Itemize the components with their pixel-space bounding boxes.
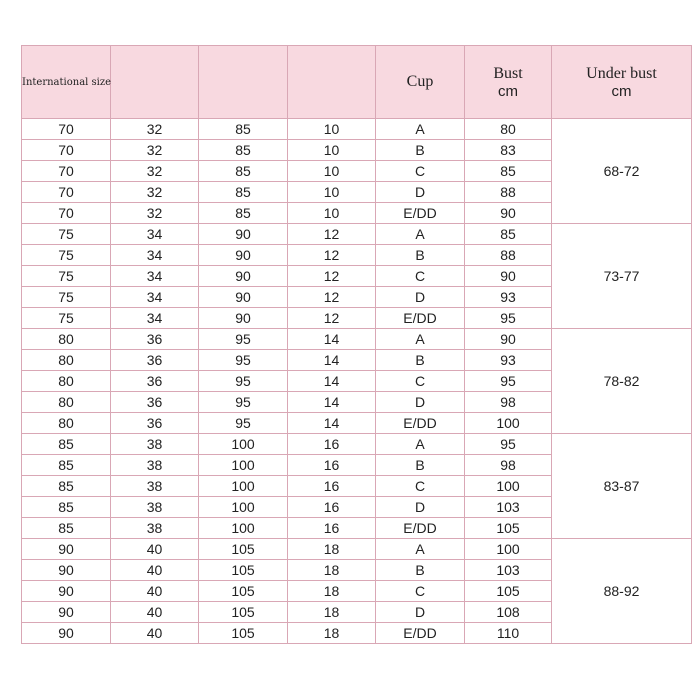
cell-col-3: 105 — [199, 602, 288, 623]
header-cup — [376, 46, 465, 119]
cell-international-size: 90 — [22, 581, 111, 602]
cell-col-4: 18 — [288, 560, 376, 581]
cell-cup: C — [376, 581, 465, 602]
table-header — [22, 46, 692, 119]
cell-cup: A — [376, 539, 465, 560]
cell-cup: D — [376, 602, 465, 623]
cell-bust: 110 — [465, 623, 552, 644]
cell-cup: D — [376, 182, 465, 203]
cell-bust: 100 — [465, 539, 552, 560]
cell-bust: 98 — [465, 392, 552, 413]
cell-col-2: 32 — [111, 161, 199, 182]
cell-under-bust: 83-87 — [552, 434, 692, 539]
cell-col-4: 16 — [288, 476, 376, 497]
cell-bust: 90 — [465, 203, 552, 224]
cell-under-bust: 73-77 — [552, 224, 692, 329]
cell-bust: 98 — [465, 455, 552, 476]
cell-col-2: 40 — [111, 581, 199, 602]
cell-col-4: 14 — [288, 350, 376, 371]
header-col-4 — [288, 46, 376, 119]
cell-bust: 93 — [465, 350, 552, 371]
cell-international-size: 85 — [22, 476, 111, 497]
cell-international-size: 90 — [22, 602, 111, 623]
cell-cup: C — [376, 266, 465, 287]
cell-col-4: 14 — [288, 413, 376, 434]
cell-col-2: 32 — [111, 119, 199, 140]
header-bust-label: Bust — [493, 64, 523, 82]
cell-col-3: 105 — [199, 560, 288, 581]
cell-col-3: 90 — [199, 266, 288, 287]
cell-col-4: 12 — [288, 266, 376, 287]
cell-col-3: 100 — [199, 476, 288, 497]
cell-col-2: 34 — [111, 308, 199, 329]
header-cup-label: Cup — [406, 73, 434, 90]
cell-col-4: 18 — [288, 539, 376, 560]
header-international-size: International size — [22, 46, 111, 119]
cell-under-bust: 88-92 — [552, 539, 692, 644]
cell-bust: 105 — [465, 518, 552, 539]
cell-col-4: 16 — [288, 518, 376, 539]
cell-col-3: 85 — [199, 161, 288, 182]
cell-cup: E/DD — [376, 308, 465, 329]
cell-col-2: 38 — [111, 518, 199, 539]
cell-col-3: 85 — [199, 182, 288, 203]
table-row — [22, 539, 692, 560]
cell-col-2: 34 — [111, 287, 199, 308]
header-bust-unit: cm — [498, 82, 518, 100]
cell-col-3: 100 — [199, 455, 288, 476]
cell-international-size: 70 — [22, 140, 111, 161]
cell-col-4: 12 — [288, 245, 376, 266]
cell-col-4: 18 — [288, 623, 376, 644]
cell-cup: B — [376, 560, 465, 581]
cell-bust: 100 — [465, 413, 552, 434]
cell-col-2: 34 — [111, 245, 199, 266]
cell-col-2: 38 — [111, 455, 199, 476]
cell-cup: E/DD — [376, 203, 465, 224]
cell-col-4: 14 — [288, 392, 376, 413]
cell-col-4: 10 — [288, 161, 376, 182]
table-row — [22, 329, 692, 350]
cell-col-4: 18 — [288, 581, 376, 602]
cell-international-size: 75 — [22, 224, 111, 245]
cell-col-3: 105 — [199, 623, 288, 644]
cell-international-size: 85 — [22, 455, 111, 476]
cell-international-size: 70 — [22, 119, 111, 140]
cell-cup: D — [376, 287, 465, 308]
cell-international-size: 80 — [22, 392, 111, 413]
table-row — [22, 434, 692, 455]
cell-col-3: 85 — [199, 140, 288, 161]
cell-col-2: 36 — [111, 371, 199, 392]
cell-col-2: 38 — [111, 497, 199, 518]
cell-international-size: 70 — [22, 182, 111, 203]
cell-international-size: 85 — [22, 434, 111, 455]
cell-col-2: 34 — [111, 224, 199, 245]
cell-international-size: 75 — [22, 308, 111, 329]
cell-col-4: 10 — [288, 119, 376, 140]
cell-international-size: 90 — [22, 623, 111, 644]
cell-col-3: 100 — [199, 518, 288, 539]
header-under-bust-unit: cm — [611, 82, 632, 100]
cell-col-2: 40 — [111, 602, 199, 623]
cell-bust: 95 — [465, 434, 552, 455]
cell-col-4: 14 — [288, 371, 376, 392]
cell-bust: 85 — [465, 224, 552, 245]
cell-col-3: 105 — [199, 581, 288, 602]
cell-cup: A — [376, 224, 465, 245]
cell-col-2: 40 — [111, 623, 199, 644]
cell-bust: 83 — [465, 140, 552, 161]
cell-cup: A — [376, 434, 465, 455]
cell-cup: D — [376, 497, 465, 518]
cell-col-4: 12 — [288, 224, 376, 245]
cell-international-size: 85 — [22, 518, 111, 539]
header-under-bust — [552, 46, 692, 119]
header-col-2 — [111, 46, 199, 119]
cell-col-4: 16 — [288, 497, 376, 518]
cell-col-3: 90 — [199, 287, 288, 308]
cell-international-size: 80 — [22, 350, 111, 371]
cell-cup: B — [376, 350, 465, 371]
cell-cup: B — [376, 245, 465, 266]
cell-col-2: 40 — [111, 539, 199, 560]
cell-bust: 105 — [465, 581, 552, 602]
cell-col-2: 38 — [111, 476, 199, 497]
cell-col-2: 32 — [111, 203, 199, 224]
cell-bust: 80 — [465, 119, 552, 140]
cell-col-3: 100 — [199, 497, 288, 518]
cell-col-3: 105 — [199, 539, 288, 560]
cell-col-2: 40 — [111, 560, 199, 581]
cell-bust: 90 — [465, 266, 552, 287]
cell-bust: 100 — [465, 476, 552, 497]
cell-bust: 85 — [465, 161, 552, 182]
cell-col-3: 90 — [199, 224, 288, 245]
cell-col-4: 12 — [288, 287, 376, 308]
cell-col-2: 32 — [111, 140, 199, 161]
cell-international-size: 75 — [22, 245, 111, 266]
cell-cup: D — [376, 392, 465, 413]
cell-col-4: 10 — [288, 140, 376, 161]
cell-international-size: 80 — [22, 413, 111, 434]
cell-col-3: 90 — [199, 308, 288, 329]
cell-bust: 95 — [465, 371, 552, 392]
cell-under-bust: 68-72 — [552, 119, 692, 224]
cell-col-2: 34 — [111, 266, 199, 287]
cell-cup: B — [376, 455, 465, 476]
cell-bust: 88 — [465, 245, 552, 266]
cell-bust: 90 — [465, 329, 552, 350]
cell-international-size: 80 — [22, 329, 111, 350]
table-row — [22, 119, 692, 140]
cell-col-4: 18 — [288, 602, 376, 623]
table-body — [22, 119, 692, 644]
cell-col-3: 85 — [199, 119, 288, 140]
cell-col-2: 36 — [111, 392, 199, 413]
cell-cup: C — [376, 371, 465, 392]
cell-col-4: 12 — [288, 308, 376, 329]
cell-international-size: 75 — [22, 266, 111, 287]
header-bust — [465, 46, 552, 119]
cell-col-4: 10 — [288, 203, 376, 224]
cell-bust: 103 — [465, 497, 552, 518]
cell-col-4: 14 — [288, 329, 376, 350]
cell-cup: A — [376, 119, 465, 140]
table-row — [22, 224, 692, 245]
cell-international-size: 85 — [22, 497, 111, 518]
cell-col-4: 16 — [288, 455, 376, 476]
cell-bust: 103 — [465, 560, 552, 581]
header-col-3 — [199, 46, 288, 119]
cell-col-3: 95 — [199, 350, 288, 371]
header-under-bust-label: Under bust — [586, 64, 657, 82]
cell-bust: 93 — [465, 287, 552, 308]
cell-col-3: 90 — [199, 245, 288, 266]
cell-cup: E/DD — [376, 413, 465, 434]
cell-bust: 95 — [465, 308, 552, 329]
cell-cup: C — [376, 161, 465, 182]
cell-international-size: 70 — [22, 203, 111, 224]
cell-cup: C — [376, 476, 465, 497]
cell-col-4: 16 — [288, 434, 376, 455]
cell-col-2: 32 — [111, 182, 199, 203]
cell-col-3: 100 — [199, 434, 288, 455]
cell-col-3: 95 — [199, 371, 288, 392]
cell-international-size: 90 — [22, 539, 111, 560]
cell-cup: E/DD — [376, 518, 465, 539]
cell-under-bust: 78-82 — [552, 329, 692, 434]
header-row — [22, 46, 692, 119]
cell-cup: B — [376, 140, 465, 161]
cell-cup: E/DD — [376, 623, 465, 644]
cell-col-3: 85 — [199, 203, 288, 224]
cell-col-2: 36 — [111, 329, 199, 350]
cell-col-3: 95 — [199, 392, 288, 413]
cell-international-size: 80 — [22, 371, 111, 392]
cell-cup: A — [376, 329, 465, 350]
cell-bust: 108 — [465, 602, 552, 623]
cell-col-4: 10 — [288, 182, 376, 203]
cell-col-3: 95 — [199, 329, 288, 350]
cell-international-size: 75 — [22, 287, 111, 308]
cell-bust: 88 — [465, 182, 552, 203]
cell-international-size: 90 — [22, 560, 111, 581]
cell-col-3: 95 — [199, 413, 288, 434]
cell-col-2: 36 — [111, 413, 199, 434]
cell-international-size: 70 — [22, 161, 111, 182]
size-chart-table — [21, 45, 692, 644]
cell-col-2: 38 — [111, 434, 199, 455]
cell-col-2: 36 — [111, 350, 199, 371]
